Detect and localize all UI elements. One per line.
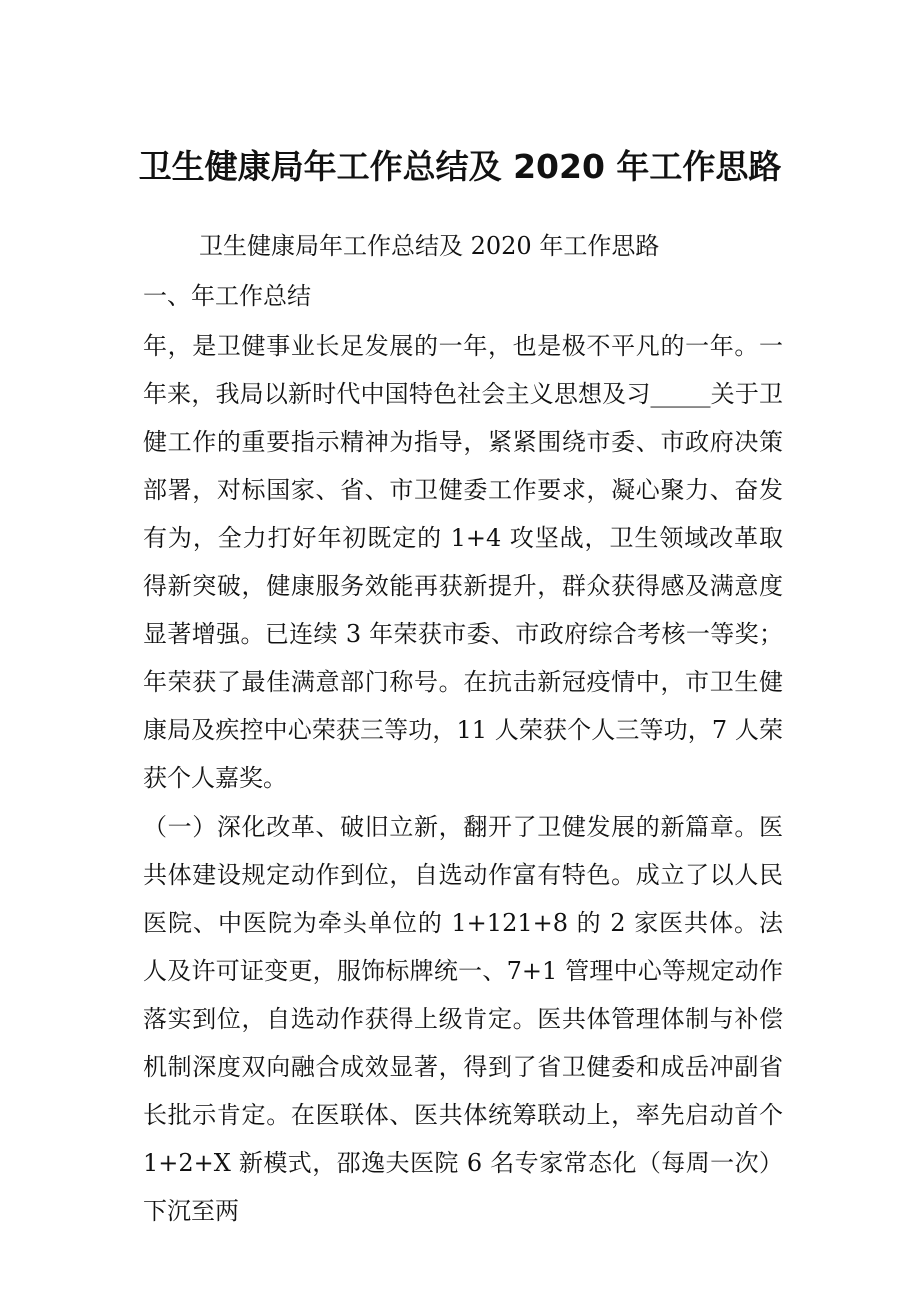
document-subtitle: 卫生健康局年工作总结及 2020 年工作思路: [199, 232, 660, 260]
document-title: 卫生健康局年工作总结及 2020 年工作思路: [138, 147, 782, 186]
paragraph-reform: （一）深化改革、破旧立新，翻开了卫健发展的新篇章。医共体建设规定动作到位，自选动作富有特色。成立了以人民医院、中医院为牵头单位的 1+121+8 的 2 家医共体。法人及许可证变更，服饰标牌统一、7+1 管理中心等规定动作落实到位，自选动作获得上级肯定。医共体管理体制与补偿机制深度双向融合成效显著，得到了省卫健委和成岳冲副省长批示肯定。在医联体、医共体统筹联动上，率先启动首个 1+2+X 新模式，邵逸夫医院 6 名专家常态化（每周一次）下沉至两: [143, 813, 783, 1225]
section-heading: 一、年工作总结: [143, 282, 311, 310]
paragraph-summary: 年，是卫健事业长足发展的一年，也是极不平凡的一年。一年来，我局以新时代中国特色社会主义思想及习_____关于卫健工作的重要指示精神为指导，紧紧围绕市委、市政府决策部署，对标国家、省、市卫健委工作要求，凝心聚力、奋发有为，全力打好年初既定的 1+4 攻坚战，卫生领域改革取得新突破，健康服务效能再获新提升，群众获得感及满意度显著增强。已连续 3 年荣获市委、市政府综合考核一等奖；年荣获了最佳满意部门称号。在抗击新冠疫情中，市卫生健康局及疾控中心荣获三等功，11 人荣获个人三等功，7 人荣获个人嘉奖。: [143, 332, 783, 792]
